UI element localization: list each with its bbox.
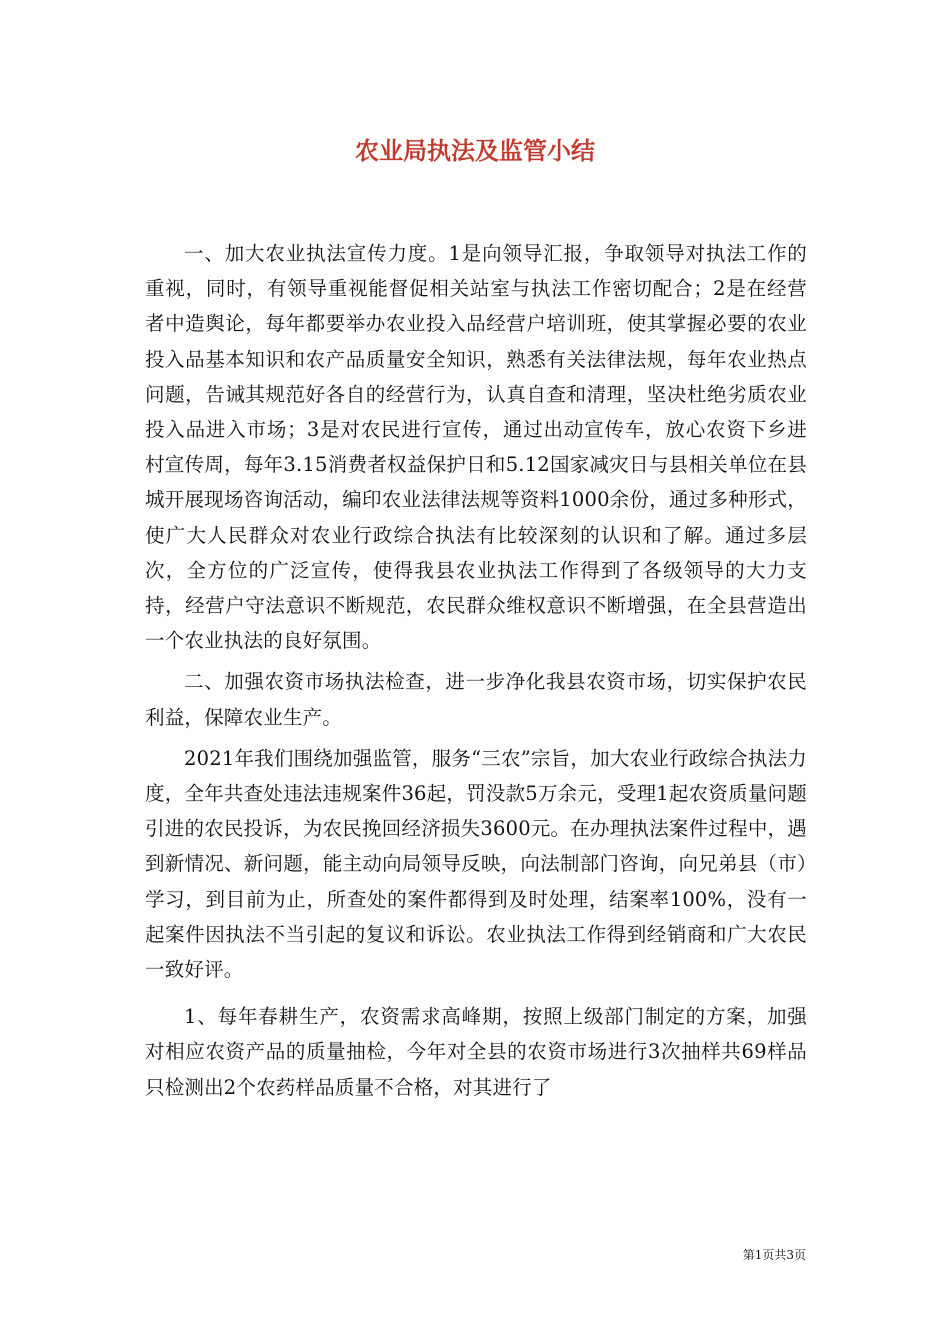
- paragraph-3: 2021年我们围绕加强监管，服务“三农”宗旨，加大农业行政综合执法力度，全年共查处违法违规案件36起，罚没款5万余元，受理1起农资质量问题引进的农民投诉，为农民挽回经济损失3600元。在办理执法案件过程中，遇到新情况、新问题，能主动向局领导反映，向法制部门咨询，向兄弟县（市）学习，到目前为止，所查处的案件都得到及时处理，结案率100%，没有一起案件因执法不当引起的复议和诉讼。农业执法工作得到经销商和广大农民一致好评。: [145, 746, 807, 982]
- paragraph-4: 1、每年春耕生产，农资需求高峰期，按照上级部门制定的方案，加强对相应农资产品的质量抽检，今年对全县的农资市场进行3次抽样共69样品只检测出2个农药样品质量不合格，对其进行了: [145, 1005, 807, 1099]
- paragraph-2: 二、加强农资市场执法检查，进一步净化我县农资市场，切实保护农民利益，保障农业生产。: [145, 670, 807, 729]
- document-body: [145, 236, 807, 1105]
- document-title: 农业局执法及监管小结: [355, 137, 595, 165]
- paragraph-1: 一、加大农业执法宣传力度。1是向领导汇报，争取领导对执法工作的重视，同时，有领导重视能督促相关站室与执法工作密切配合；2是在经营者中造舆论，每年都要举办农业投入品经营户培训班，使其掌握必要的农业投入品基本知识和农产品质量安全知识，熟悉有关法律法规，每年农业热点问题，告诫其规范好各自的经营行为，认真自查和清理，坚决杜绝劣质农业投入品进入市场；3是对农民进行宣传，通过出动宣传车，放心农资下乡进村宣传周，每年3.15消费者权益保护日和5.12国家减灾日与县相关单位在县城开展现场咨询活动，编印农业法律法规等资料1000余份，通过多种形式，使广大人民群众对农业行政综合执法有比较深刻的认识和了解。通过多层次，全方位的广泛宣传，使得我县农业执法工作得到了各级领导的大力支持，经营户守法意识不断规范，农民群众维权意识不断增强，在全县营造出一个农业执法的良好氛围。: [145, 242, 807, 653]
- page-number: 第1页共3页: [742, 1248, 806, 1262]
- page-footer: [743, 1246, 806, 1264]
